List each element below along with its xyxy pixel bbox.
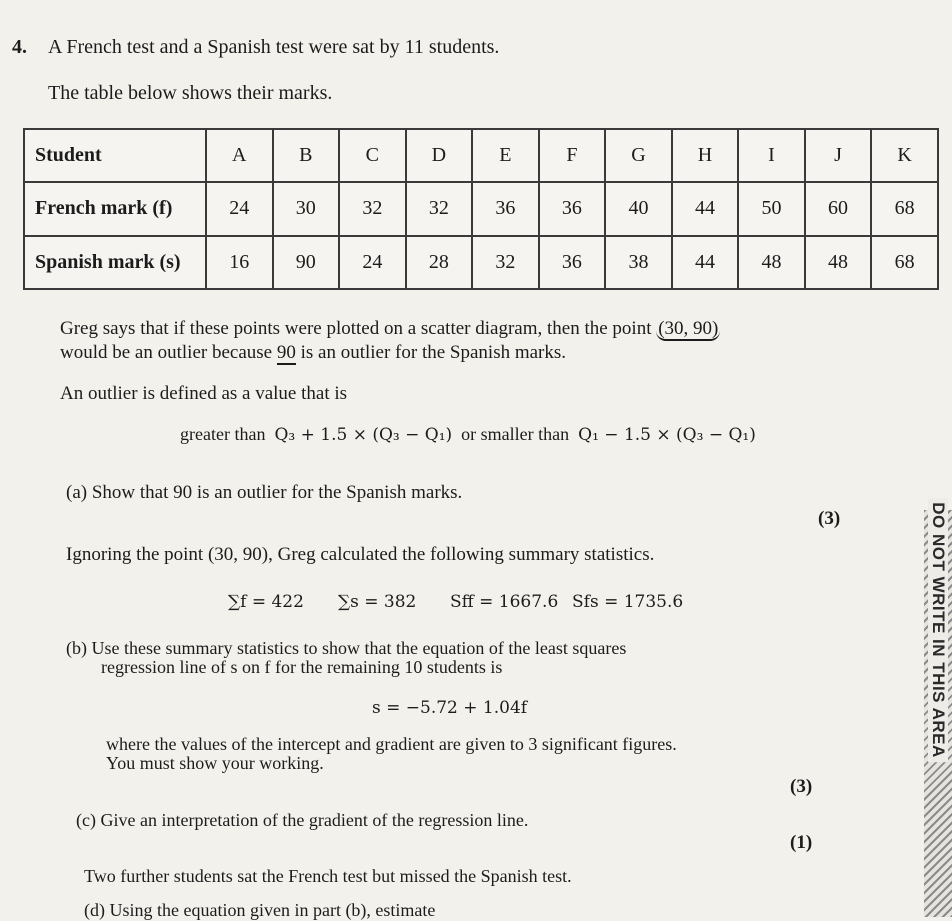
- header-cell: B: [273, 129, 340, 182]
- part-b-line4: You must show your working.: [106, 753, 324, 773]
- part-c-marks: (1): [790, 832, 813, 853]
- spanish-row: [24, 236, 938, 289]
- upper-fence-formula: Q₃ + 1.5 × (Q₃ − Q₁): [274, 425, 453, 445]
- table-intro: The table below shows their marks.: [48, 82, 333, 104]
- french-cell: 24: [206, 182, 273, 235]
- header-cell: Student: [24, 129, 206, 182]
- part-b-line1: (b) Use these summary statistics to show that the equation of the least squares: [66, 638, 627, 658]
- part-b-marks: (3): [790, 776, 813, 797]
- french-cell: 44: [672, 182, 739, 235]
- stat-sum-f: ∑f = 422: [228, 592, 304, 612]
- spanish-cell: 32: [472, 236, 539, 289]
- spanish-cell: 36: [539, 236, 606, 289]
- french-cell: 60: [805, 182, 872, 235]
- point-annotation: (30, 90): [658, 318, 719, 339]
- question-number: 4.: [12, 36, 27, 58]
- marks-table: [23, 128, 939, 290]
- french-cell: 68: [871, 182, 938, 235]
- spanish-cell: 68: [871, 236, 938, 289]
- greg-statement-line2: would be an outlier because 90 is an outlier for the Spanish marks.: [60, 342, 567, 363]
- french-cell: 50: [738, 182, 805, 235]
- lower-fence-formula: Q₁ − 1.5 × (Q₃ − Q₁): [578, 425, 756, 445]
- header-cell: E: [472, 129, 539, 182]
- regression-equation: s = −5.72 + 1.04f: [372, 698, 528, 718]
- spanish-cell: 16: [206, 236, 273, 289]
- french-cell: 40: [605, 182, 672, 235]
- part-d-text: (d) Using the equation given in part (b), estimate: [84, 900, 436, 920]
- french-row-label: French mark (f): [24, 182, 206, 235]
- stat-sfs: Sfs = 1735.6: [572, 592, 684, 612]
- outlier-definition: An outlier is defined as a value that is: [60, 383, 348, 404]
- part-b-line2: regression line of s on f for the remaining 10 students is: [101, 657, 503, 677]
- table-header-row: [24, 129, 938, 182]
- spanish-cell: 24: [339, 236, 406, 289]
- outlier-formula-line: greater than Q₃ + 1.5 × (Q₃ − Q₁) or smaller than Q₁ − 1.5 × (Q₃ − Q₁): [180, 424, 756, 445]
- french-cell: 32: [406, 182, 473, 235]
- french-cell: 30: [273, 182, 340, 235]
- french-cell: 36: [539, 182, 606, 235]
- header-cell: G: [605, 129, 672, 182]
- header-cell: D: [406, 129, 473, 182]
- header-cell: A: [206, 129, 273, 182]
- header-cell: F: [539, 129, 606, 182]
- french-cell: 36: [472, 182, 539, 235]
- question-intro: A French test and a Spanish test were sat by 11 students.: [48, 36, 500, 58]
- header-cell: H: [672, 129, 739, 182]
- header-cell: I: [738, 129, 805, 182]
- spanish-cell: 90: [273, 236, 340, 289]
- ninety-annotation: 90: [276, 342, 296, 363]
- header-cell: J: [805, 129, 872, 182]
- part-c-text: (c) Give an interpretation of the gradient of the regression line.: [76, 810, 529, 830]
- spanish-cell: 38: [605, 236, 672, 289]
- greg-statement-line1: Greg says that if these points were plotted on a scatter diagram, then the point (30, 90): [60, 318, 719, 339]
- part-b-line3: where the values of the intercept and gradient are given to 3 significant figures.: [106, 734, 677, 754]
- header-cell: C: [339, 129, 406, 182]
- part-a-text: (a) Show that 90 is an outlier for the Spanish marks.: [66, 482, 463, 503]
- header-cell: K: [871, 129, 938, 182]
- further-students: Two further students sat the French test but missed the Spanish test.: [84, 866, 572, 886]
- spanish-cell: 48: [738, 236, 805, 289]
- stat-sff: Sff = 1667.6: [450, 592, 559, 612]
- stat-sum-s: ∑s = 382: [338, 592, 417, 612]
- spanish-cell: 48: [805, 236, 872, 289]
- spanish-cell: 44: [672, 236, 739, 289]
- french-row: [24, 182, 938, 235]
- part-a-marks: (3): [818, 508, 841, 529]
- spanish-row-label: Spanish mark (s): [24, 236, 206, 289]
- margin-warning: DO NOT WRITE IN THIS AREA: [928, 498, 948, 762]
- french-cell: 32: [339, 182, 406, 235]
- spanish-cell: 28: [406, 236, 473, 289]
- ignoring-statement: Ignoring the point (30, 90), Greg calculated the following summary statistics.: [66, 544, 655, 565]
